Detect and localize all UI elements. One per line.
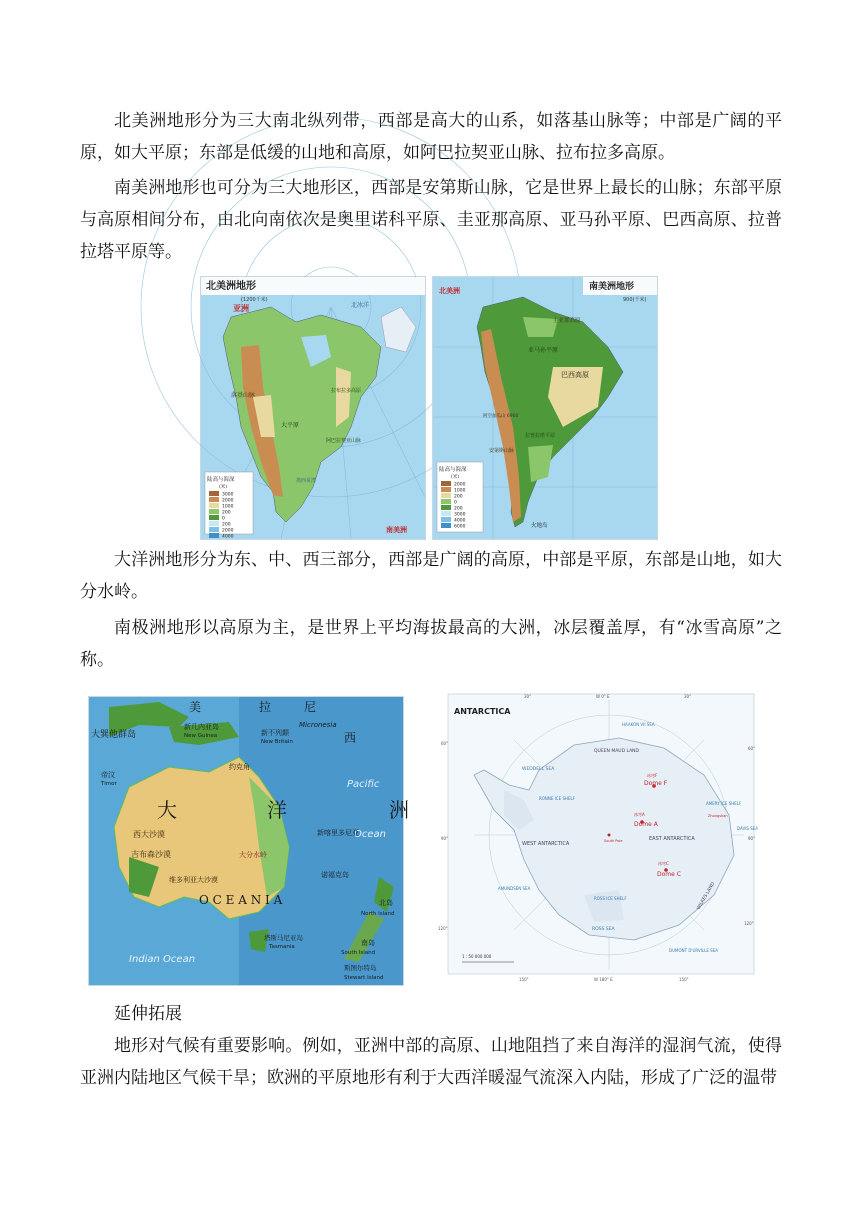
na-legend-unit: (米) bbox=[219, 485, 228, 490]
na-legend-title: 陆高与海深 bbox=[207, 477, 235, 483]
paragraph-climate: 地形对气候有重要影响。例如，亚洲中部的高原、山地阻挡了来自海洋的湿润气流，使得亚洲内陆地区气候干旱；欧洲的平原地形有利于大西洋暖湿气流深入内陆，形成了广泛的温带 bbox=[80, 1036, 782, 1088]
oc-label-17: 维多利亚大沙漠 bbox=[169, 876, 218, 884]
oc-label-24: 南岛 bbox=[361, 939, 375, 947]
oc-label-13: Pacific bbox=[347, 779, 380, 790]
an-deg-0: 30° bbox=[524, 694, 532, 699]
oc-label-3: 西 bbox=[344, 731, 357, 745]
na-legend-swatch bbox=[209, 491, 219, 496]
map-north-america bbox=[200, 276, 426, 540]
map-south-america bbox=[432, 276, 658, 540]
an-deg-10: W 180° E bbox=[594, 977, 613, 982]
an-label-0: QUEEN MAUD LAND bbox=[594, 749, 639, 754]
an-label-15: 冰穹A bbox=[634, 812, 645, 817]
an-label-16: Dome A bbox=[634, 821, 658, 828]
sa-label-andes: 安第斯山脉 bbox=[489, 448, 515, 454]
sa-legend-swatch bbox=[441, 505, 451, 510]
sa-legend-swatch bbox=[441, 511, 451, 516]
na-label-labrador: 拉布拉多高原 bbox=[331, 388, 362, 394]
oc-label-2: 尼 bbox=[304, 700, 317, 714]
an-deg-5: 90° bbox=[441, 836, 449, 841]
na-legend-swatch bbox=[209, 509, 219, 514]
oc-label-28: 斯图尔特岛 bbox=[344, 964, 377, 972]
na-legend-value: 1000 bbox=[222, 504, 234, 510]
sa-label-aconcagua: 阿空加瓜山 6960 bbox=[483, 414, 519, 419]
na-legend-value: 0 bbox=[222, 516, 225, 522]
an-label-5: AMUNDSEN SEA bbox=[498, 886, 531, 891]
na-legend-swatch bbox=[209, 497, 219, 502]
oc-label-18: 大分水岭 bbox=[239, 851, 267, 859]
sa-legend-swatch bbox=[441, 523, 451, 528]
na-legend-swatch bbox=[209, 521, 219, 526]
sa-label-north-america: 北美洲 bbox=[439, 287, 460, 295]
na-label-south-america: 南美洲 bbox=[386, 526, 407, 534]
an-label-3: WEST ANTARCTICA bbox=[522, 841, 570, 847]
an-deg-4: 60° bbox=[748, 746, 756, 751]
oc-label-16: 吉布森沙漠 bbox=[131, 850, 171, 859]
sa-legend-swatch bbox=[441, 493, 451, 498]
sa-legend-swatch bbox=[441, 481, 451, 486]
oc-label-31: Timor bbox=[101, 781, 117, 787]
an-label-2: RONNE ICE SHELF bbox=[539, 796, 576, 801]
sa-legend-value: 4000 bbox=[454, 518, 466, 524]
na-label-gulf: 墨西哥湾 bbox=[296, 478, 317, 484]
an-label-13: 冰穹F bbox=[647, 773, 658, 778]
oc-label-30: 帝汶 bbox=[101, 771, 115, 779]
oc-label-9: New Guinea bbox=[184, 733, 218, 739]
na-legend-value: 2000 bbox=[222, 528, 234, 534]
oc-label-20: 新喀里多尼亚 bbox=[317, 829, 359, 837]
sa-label-brazil: 巴西高原 bbox=[561, 371, 589, 379]
oc-label-11: New Britain bbox=[261, 739, 293, 745]
paragraph-antarctica: 南极洲地形以高原为主，是世界上平均海拔最高的大洲，冰层覆盖厚，有“冰雪高原”之称。 bbox=[80, 618, 782, 670]
sa-legend-value: 0 bbox=[454, 500, 457, 506]
sa-legend-swatch bbox=[441, 499, 451, 504]
an-deg-3: 60° bbox=[441, 741, 449, 746]
oc-label-8: 新几内亚岛 bbox=[184, 723, 219, 731]
oc-label-14: Ocean bbox=[354, 829, 386, 840]
an-title: ANTARCTICA bbox=[454, 707, 511, 716]
map-antarctica bbox=[438, 690, 759, 982]
na-legend-swatch bbox=[209, 527, 219, 532]
an-label-17: 冰穹C bbox=[658, 861, 669, 866]
sa-legend-value: 200 bbox=[454, 506, 463, 512]
an-label-20: Zhongshan bbox=[708, 814, 728, 818]
na-legend-swatch bbox=[209, 515, 219, 520]
na-legend-swatch bbox=[209, 533, 219, 538]
oc-label-4: 大 bbox=[157, 798, 177, 822]
oc-label-26: 塔斯马尼亚岛 bbox=[264, 934, 303, 942]
na-title: 北美洲地形 bbox=[206, 281, 256, 292]
an-deg-1: W 0° E bbox=[596, 694, 610, 699]
sa-title: 南美洲地形 bbox=[589, 282, 635, 292]
section-heading: 延伸拓展 bbox=[114, 1004, 182, 1024]
na-label-plains: 大平原 bbox=[281, 422, 300, 429]
oc-label-7: 大巽他群岛 bbox=[91, 730, 137, 740]
an-deg-8: 120° bbox=[744, 921, 754, 926]
an-label-9: DAVIS SEA bbox=[737, 826, 759, 831]
sa-legend-value: 6000 bbox=[454, 524, 466, 530]
sa-legend-value: 1000 bbox=[454, 488, 466, 494]
an-label-8: AMERY ICE SHELF bbox=[706, 801, 742, 806]
sa-label-amazon: 亚马孙平原 bbox=[528, 347, 559, 354]
na-legend-value: 3000 bbox=[222, 492, 234, 498]
oc-label-22: 北岛 bbox=[379, 899, 393, 907]
na-legend-swatch bbox=[209, 503, 219, 508]
an-label-12: HAAKON VII SEA bbox=[622, 722, 655, 727]
an-label-19: South Pole bbox=[604, 839, 623, 843]
an-label-4: EAST ANTARCTICA bbox=[649, 836, 695, 842]
sa-legend-unit: (米) bbox=[451, 475, 460, 480]
an-label-18: Dome C bbox=[657, 871, 681, 878]
an-deg-11: 150° bbox=[679, 977, 689, 982]
an-label-14: Dome F bbox=[644, 780, 668, 787]
na-legend-value: 4000 bbox=[222, 534, 234, 540]
paragraph-south-america: 南美洲地形也可分为三大地形区，西部是安第斯山脉，它是世界上最长的山脉；东部平原与高原相间分布，由北向南依次是奥里诺科平原、圭亚那高原、亚马孙平原、巴西高原、拉普拉塔平原等。 bbox=[80, 178, 782, 262]
paragraph-north-america: 北美洲地形分为三大南北纵列带，西部是高大的山系，如落基山脉等；中部是广阔的平原，如大平原；东部是低缓的山地和高原，如阿巴拉契亚山脉、拉布拉多高原。 bbox=[80, 111, 782, 163]
na-label-asia: 亚洲 bbox=[233, 304, 249, 313]
oc-label-19: O C E A N I A bbox=[199, 893, 283, 907]
na-label-arctic: 北冰洋 bbox=[351, 302, 370, 309]
sa-legend-value: 3000 bbox=[454, 512, 466, 518]
an-scale: 1 : 50 000 000 bbox=[462, 954, 492, 959]
oc-label-0: 美 bbox=[189, 700, 202, 714]
sa-legend-swatch bbox=[441, 487, 451, 492]
sa-legend-value: 2000 bbox=[454, 482, 466, 488]
paragraph-oceania: 大洋洲地形分为东、中、西三部分，西部是广阔的高原，中部是平原，东部是山地，如大分水岭。 bbox=[80, 550, 782, 602]
an-deg-2: 30° bbox=[684, 694, 692, 699]
sa-legend-value: 200 bbox=[454, 494, 463, 500]
an-label-6: ROSS ICE SHELF bbox=[594, 896, 627, 901]
oc-label-1: 拉 bbox=[259, 700, 272, 714]
sa-label-guiana: 圭亚那高原 bbox=[553, 318, 581, 324]
an-label-10: WILKES LAND bbox=[696, 881, 717, 911]
na-legend-value: 2000 bbox=[222, 498, 234, 504]
sa-legend-swatch bbox=[441, 517, 451, 522]
south-pole-marker bbox=[608, 834, 611, 837]
na-legend-value: 200 bbox=[222, 510, 231, 516]
map-oceania bbox=[88, 696, 409, 986]
sa-scale: 900(千米) bbox=[623, 297, 647, 303]
oc-label-21: 诺福克岛 bbox=[321, 871, 349, 879]
na-scale: (1200千米) bbox=[241, 297, 268, 303]
oc-label-33: Indian Ocean bbox=[129, 954, 196, 965]
oc-label-32: 约克角 bbox=[229, 763, 250, 771]
na-label-rockies: 落基山脉 bbox=[231, 392, 256, 399]
sa-legend-title: 陆高与海深 bbox=[439, 467, 467, 473]
an-deg-7: 120° bbox=[438, 926, 448, 931]
na-label-appalachian: 阿巴拉契亚山脉 bbox=[326, 438, 362, 444]
na-legend-value: 200 bbox=[222, 522, 231, 528]
sa-label-laplata: 拉普拉塔平原 bbox=[525, 433, 556, 439]
oc-label-15: 西大沙漠 bbox=[133, 830, 165, 839]
oc-label-25: South Island bbox=[341, 950, 376, 956]
oc-label-6: 洲 bbox=[389, 798, 409, 822]
oc-label-10: 新不列颠 bbox=[261, 729, 289, 737]
an-deg-9: 150° bbox=[519, 977, 529, 982]
an-label-11: DUMONT D'URVILLE SEA bbox=[669, 948, 718, 953]
oc-label-12: Micronesia bbox=[299, 721, 337, 729]
oc-label-5: 洋 bbox=[267, 798, 287, 822]
sa-label-tierra: 火地岛 bbox=[531, 523, 548, 529]
oc-label-27: Tasmania bbox=[269, 944, 295, 950]
oc-label-23: North Island bbox=[361, 911, 395, 917]
oc-label-29: Stewart Island bbox=[344, 975, 384, 981]
an-label-1: WEDDELL SEA bbox=[522, 767, 555, 772]
an-label-7: ROSS SEA bbox=[592, 927, 615, 932]
an-deg-6: 90° bbox=[748, 836, 756, 841]
